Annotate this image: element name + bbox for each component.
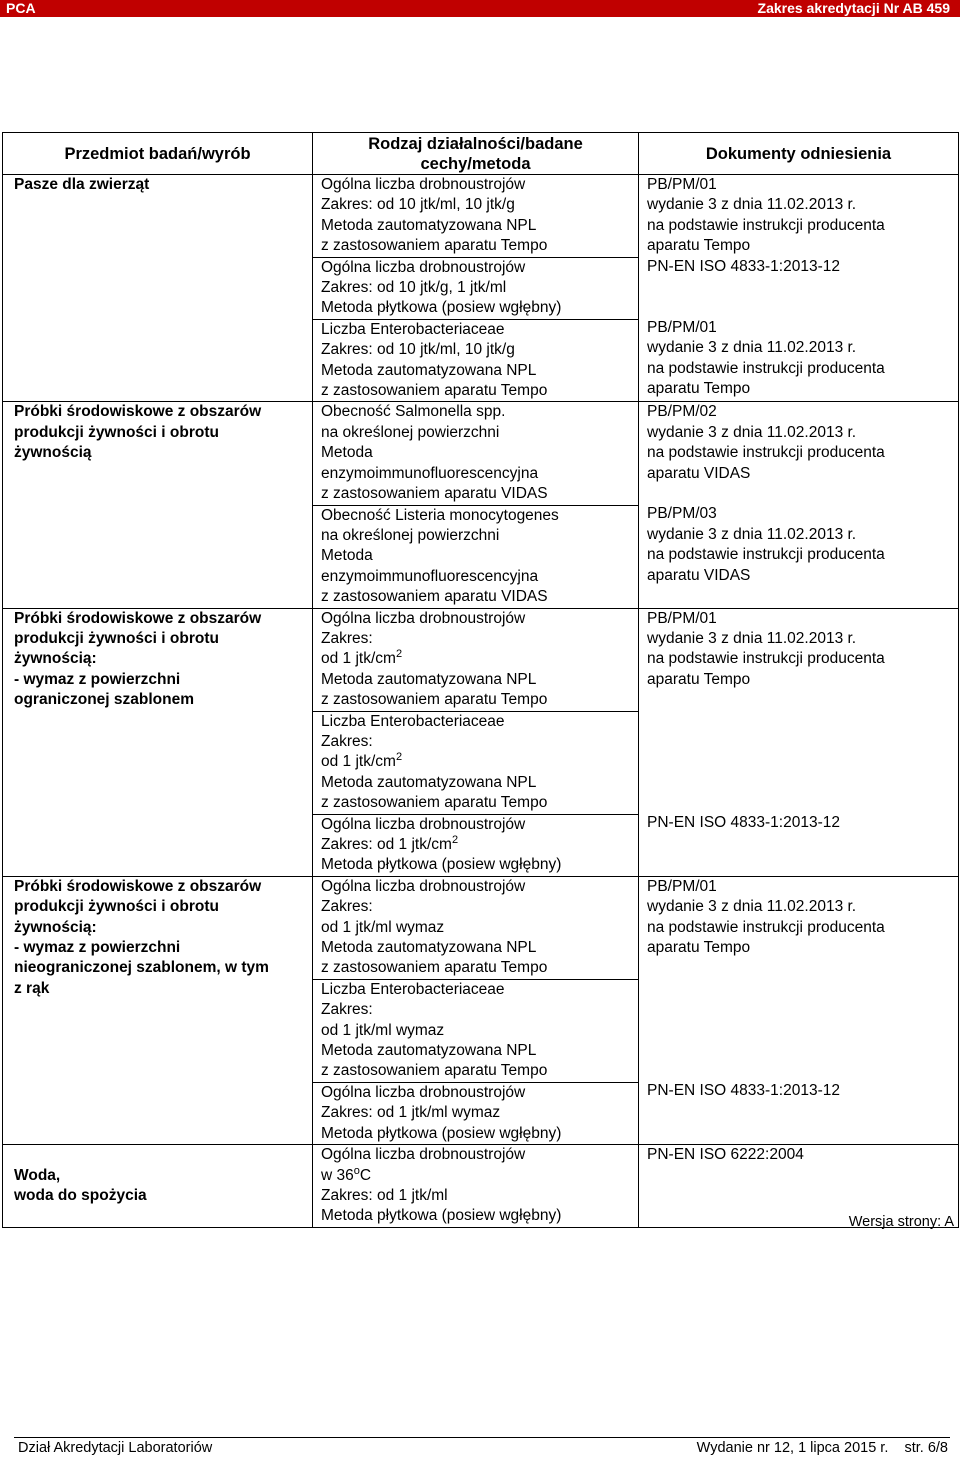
subject-cell: Próbki środowiskowe z obszarów produkcji żywności i obrotu żywnością <box>3 402 313 608</box>
docs-cell: PB/PM/02 wydanie 3 z dnia 11.02.2013 r. na podstawie instrukcji producenta aparatu VIDAS PB/PM/03 wydanie 3 z dnia 11.02.2013 r. na podstawie instrukcji producenta aparatu VIDAS <box>639 402 959 608</box>
table-row <box>3 608 959 876</box>
col-header-subject: Przedmiot badań/wyrób <box>3 133 313 175</box>
method-block: Ogólna liczba drobnoustrojów Zakres: od 1 jtk/ml wymaz Metoda zautomatyzowana NPL z zastosowaniem aparatu Tempo <box>313 877 638 980</box>
method-block: Liczba Enterobacteriaceae Zakres: od 1 jtk/ml wymaz Metoda zautomatyzowana NPL z zastosowaniem aparatu Tempo <box>313 980 638 1083</box>
table-row <box>3 1145 959 1228</box>
method-block: Ogólna liczba drobnoustrojów Zakres: od 10 jtk/g, 1 jtk/ml Metoda płytkowa (posiew wgłębny) <box>313 258 638 320</box>
subject-cell: Pasze dla zwierząt <box>3 175 313 402</box>
method-block: Ogólna liczba drobnoustrojów Zakres: od 1 jtk/$cm^2$ Metoda płytkowa (posiew wgłębny) <box>321 815 562 874</box>
footer-department: Dział Akredytacji Laboratoriów <box>18 1440 213 1456</box>
method-cell <box>313 175 639 402</box>
docs-cell: PB/PM/01 wydanie 3 z dnia 11.02.2013 r. na podstawie instrukcji producenta aparatu Tempo PN-EN ISO 4833-1:2013-12 PB/PM/01 wydanie 3 z dnia 11.02.2013 r. na podstawie instrukcji producenta aparatu Tempo <box>639 175 959 402</box>
table-header-row <box>3 133 959 175</box>
method-cell <box>313 402 639 608</box>
method-block: Liczba Enterobacteriaceae Zakres: od 1 jtk/$cm^2$ Metoda zautomatyzowana NPL z zastosowaniem aparatu Tempo <box>313 712 638 815</box>
method-block: Ogólna liczba drobnoustrojów Zakres: od 1 jtk/$cm^2$ Metoda zautomatyzowana NPL z zastosowaniem aparatu Tempo <box>313 609 638 712</box>
header-scope-title: Zakres akredytacji Nr AB 459 <box>757 0 950 16</box>
col-header-docs: Dokumenty odniesienia <box>639 133 959 175</box>
table-row <box>3 402 959 608</box>
docs-cell: PB/PM/01 wydanie 3 z dnia 11.02.2013 r. na podstawie instrukcji producenta aparatu Tempo PN-EN ISO 4833-1:2013-12 <box>639 876 959 1144</box>
method-cell: Ogólna liczba drobnoustrojów w 36$^o$C Zakres: od 1 jtk/ml Metoda płytkowa (posiew wgłębny) <box>313 1145 639 1228</box>
footer-divider <box>14 1437 950 1438</box>
scope-table <box>2 132 959 1228</box>
footer-edition: Wydanie nr 12, 1 lipca 2015 r. str. 6/8 <box>696 1440 948 1456</box>
col-header-method: Rodzaj działalności/badane cechy/metoda <box>313 133 639 175</box>
docs-cell: PN-EN ISO 6222:2004 <box>639 1145 959 1228</box>
method-block: Liczba Enterobacteriaceae Zakres: od 10 jtk/ml, 10 jtk/g Metoda zautomatyzowana NPL z zastosowaniem aparatu Tempo <box>321 320 548 400</box>
subject-cell: Próbki środowiskowe z obszarów produkcji żywności i obrotu żywnością: - wymaz z powierzchni nieograniczonej szablonem, w tym z rąk <box>3 876 313 1144</box>
header-org: PCA <box>6 0 36 16</box>
docs-cell: PB/PM/01 wydanie 3 z dnia 11.02.2013 r. na podstawie instrukcji producenta aparatu Tempo PN-EN ISO 4833-1:2013-12 <box>639 608 959 876</box>
subject-cell: Próbki środowiskowe z obszarów produkcji żywności i obrotu żywnością: - wymaz z powierzchni ograniczonej szablonem <box>3 608 313 876</box>
method-cell <box>313 876 639 1144</box>
method-cell <box>313 608 639 876</box>
method-block: Ogólna liczba drobnoustrojów Zakres: od 10 jtk/ml, 10 jtk/g Metoda zautomatyzowana NPL z zastosowaniem aparatu Tempo <box>313 175 638 258</box>
page-version: Wersja strony: A <box>848 1214 954 1230</box>
header-bar <box>0 0 960 17</box>
subject-cell: Woda, woda do spożycia <box>3 1145 313 1228</box>
method-block: Obecność Salmonella spp. na określonej powierzchni Metoda enzymoimmunofluorescencyjna z zastosowaniem aparatu VIDAS <box>313 402 638 505</box>
method-block: Obecność Listeria monocytogenes na określonej powierzchni Metoda enzymoimmunofluorescencyjna z zastosowaniem aparatu VIDAS <box>321 506 559 606</box>
table-row <box>3 876 959 1144</box>
table-row <box>3 175 959 402</box>
method-block: Ogólna liczba drobnoustrojów Zakres: od 1 jtk/ml wymaz Metoda płytkowa (posiew wgłębny) <box>321 1083 562 1142</box>
